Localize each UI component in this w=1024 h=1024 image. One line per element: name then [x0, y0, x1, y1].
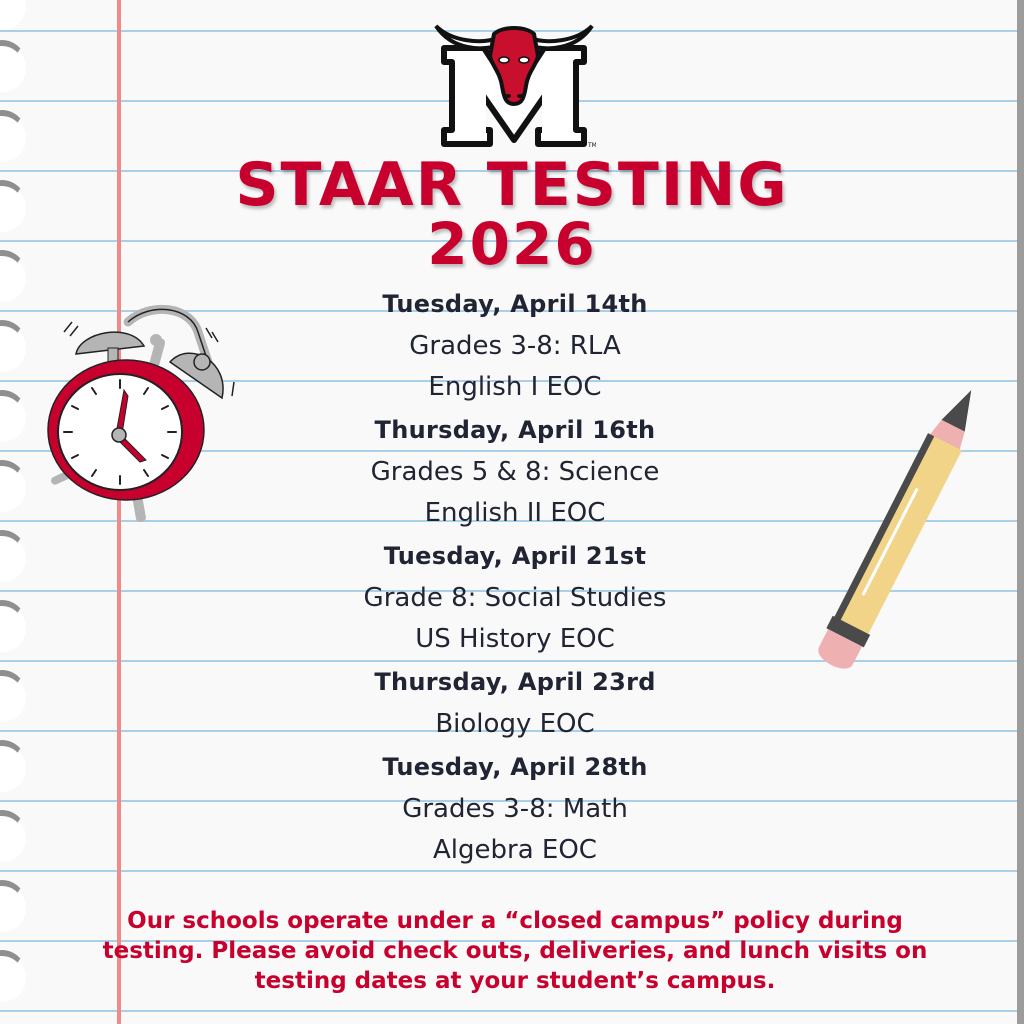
notice-line: testing. Please avoid check outs, deliveries, and lunch visits on: [102, 938, 928, 964]
schedule-day: [250, 282, 780, 408]
schedule-item: US History EOC: [415, 624, 615, 654]
schedule-item: English II EOC: [424, 498, 606, 528]
notice-line: testing dates at your student’s campus.: [254, 968, 776, 994]
svg-text:TM: TM: [588, 142, 596, 148]
alarm-clock-icon: [40, 292, 240, 524]
schedule-item: Grades 3-8: RLA: [409, 331, 621, 361]
schedule-item: Algebra EOC: [433, 835, 597, 865]
schedule-day: [250, 745, 780, 871]
schedule-item: Grades 3-8: Math: [402, 794, 628, 824]
page-title: STAAR TESTING: [235, 150, 789, 220]
testing-schedule: [250, 282, 780, 871]
closed-campus-notice: [30, 906, 1000, 996]
notice-line: Our schools operate under a “closed campus” policy during: [127, 908, 903, 934]
schedule-item: Biology EOC: [435, 709, 595, 739]
schedule-date: Tuesday, April 14th: [382, 290, 648, 318]
schedule-date: Thursday, April 16th: [374, 416, 656, 444]
schedule-day: [250, 408, 780, 534]
pencil-icon: [805, 365, 995, 695]
schedule-date: Tuesday, April 21st: [383, 542, 647, 570]
schedule-day: [250, 660, 780, 745]
schedule-item: English I EOC: [428, 372, 602, 402]
page-title-year: 2026: [427, 210, 597, 278]
school-logo: [432, 16, 596, 148]
schedule-day: [250, 534, 780, 660]
schedule-date: Tuesday, April 28th: [382, 753, 648, 781]
schedule-item: Grades 5 & 8: Science: [370, 457, 660, 487]
schedule-item: Grade 8: Social Studies: [363, 583, 667, 613]
schedule-date: Thursday, April 23rd: [374, 668, 656, 696]
